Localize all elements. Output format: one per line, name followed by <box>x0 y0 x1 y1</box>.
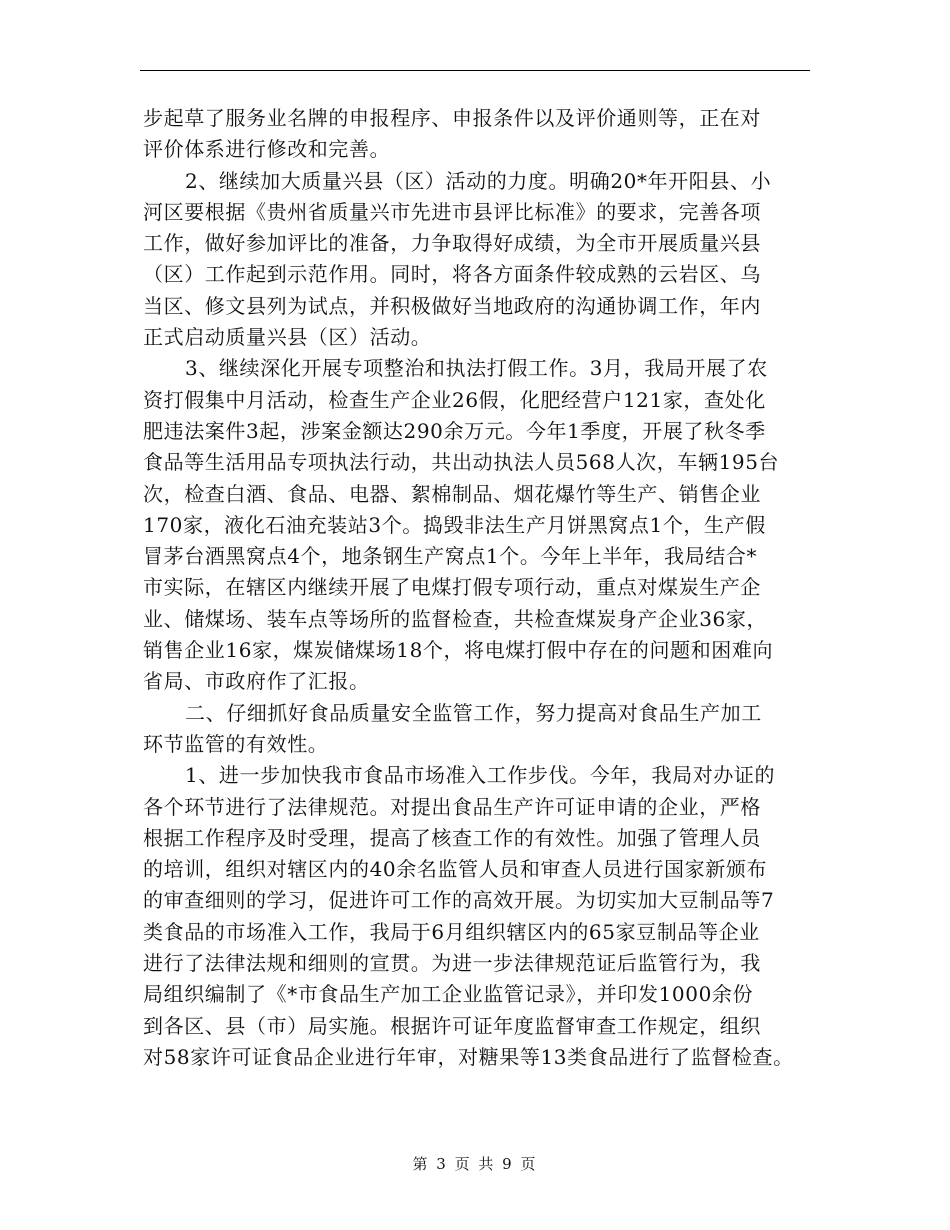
text-line: 类食品的市场准入工作，我局于6月组织辖区内的65家豆制品等企业 <box>143 919 760 944</box>
text-line: 当区、修文县列为试点，并积极做好当地政府的沟通协调工作，年内 <box>143 293 761 318</box>
text-line: 冒茅台酒黑窝点4个，地条钢生产窝点1个。今年上半年，我局结合* <box>143 544 758 569</box>
text-line: 170家，液化石油充装站3个。捣毁非法生产月饼黑窝点1个，生产假 <box>143 512 766 537</box>
text-line: 次，检查白酒、食品、电器、絮棉制品、烟花爆竹等生产、销售企业 <box>143 481 761 506</box>
text-line: 步起草了服务业名牌的申报程序、申报条件以及评价通则等，正在对 <box>143 106 761 130</box>
text-line: 1、进一步加快我市食品市场准入工作步伐。今年，我局对办证的 <box>185 763 776 788</box>
text-line: 销售企业16家，煤炭储煤场18个，将电煤打假中存在的问题和困难向 <box>143 638 774 663</box>
text-line: 的培训，组织对辖区内的40余名监管人员和审查人员进行国家新颁布 <box>143 857 768 882</box>
text-line: 环节监管的有效性。 <box>143 731 329 756</box>
text-line: 评价体系进行修改和完善。 <box>143 137 391 162</box>
text-line: 各个环节进行了法律规范。对提出食品生产许可证申请的企业，严格 <box>143 794 761 819</box>
text-line: 业、储煤场、装车点等场所的监督检查，共检查煤炭身产企业36家， <box>143 606 768 631</box>
document-body <box>143 103 815 1073</box>
text-line: 肥违法案件3起，涉案金额达290余万元。今年1季度，开展了秋冬季 <box>143 418 766 443</box>
text-line: 正式启动质量兴县（区）活动。 <box>143 325 432 350</box>
text-line: 局组织编制了《*市食品生产加工企业监管记录》，并印发1000余份 <box>143 982 754 1007</box>
text-line: 河区要根据《贵州省质量兴市先进市县评比标准》的要求，完善各项 <box>143 199 761 224</box>
text-line: 进行了法律法规和细则的宣贯。为进一步法律规范证后监管行为，我 <box>143 951 761 976</box>
text-line: 资打假集中月活动，检查生产企业26假，化肥经营户121家，查处化 <box>143 387 766 412</box>
text-line: 的审查细则的学习，促进许可工作的高效开展。为切实加大豆制品等7 <box>143 888 775 913</box>
text-line: 根据工作程序及时受理，提高了核查工作的有效性。加强了管理人员 <box>143 825 761 850</box>
text-line: 二、仔细抓好食品质量安全监管工作，努力提高对食品生产加工 <box>185 700 762 725</box>
text-line: 食品等生活用品专项执法行动，共出动执法人员568人次，车辆195台 <box>143 450 780 475</box>
text-line: 3、继续深化开展专项整治和执法打假工作。3月，我局开展了农 <box>185 356 768 381</box>
text-line: 市实际，在辖区内继续开展了电煤打假专项行动，重点对煤炭生产企 <box>143 575 761 600</box>
text-line: （区）工作起到示范作用。同时，将各方面条件较成熟的云岩区、乌 <box>143 262 761 287</box>
text-line: 工作，做好参加评比的准备，力争取得好成绩，为全市开展质量兴县 <box>143 231 761 256</box>
text-line: 对58家许可证食品企业进行年审，对糖果等13类食品进行了监督检查。 <box>143 1044 794 1069</box>
header-rule <box>140 70 810 71</box>
text-line: 到各区、县（市）局实施。根据许可证年度监督审查工作规定，组织 <box>143 1013 761 1038</box>
text-line: 省局、市政府作了汇报。 <box>143 669 370 694</box>
text-line: 2、继续加大质量兴县（区）活动的力度。明确20*年开阳县、小 <box>185 168 772 193</box>
page-number: 第 3 页 共 9 页 <box>412 1155 538 1173</box>
